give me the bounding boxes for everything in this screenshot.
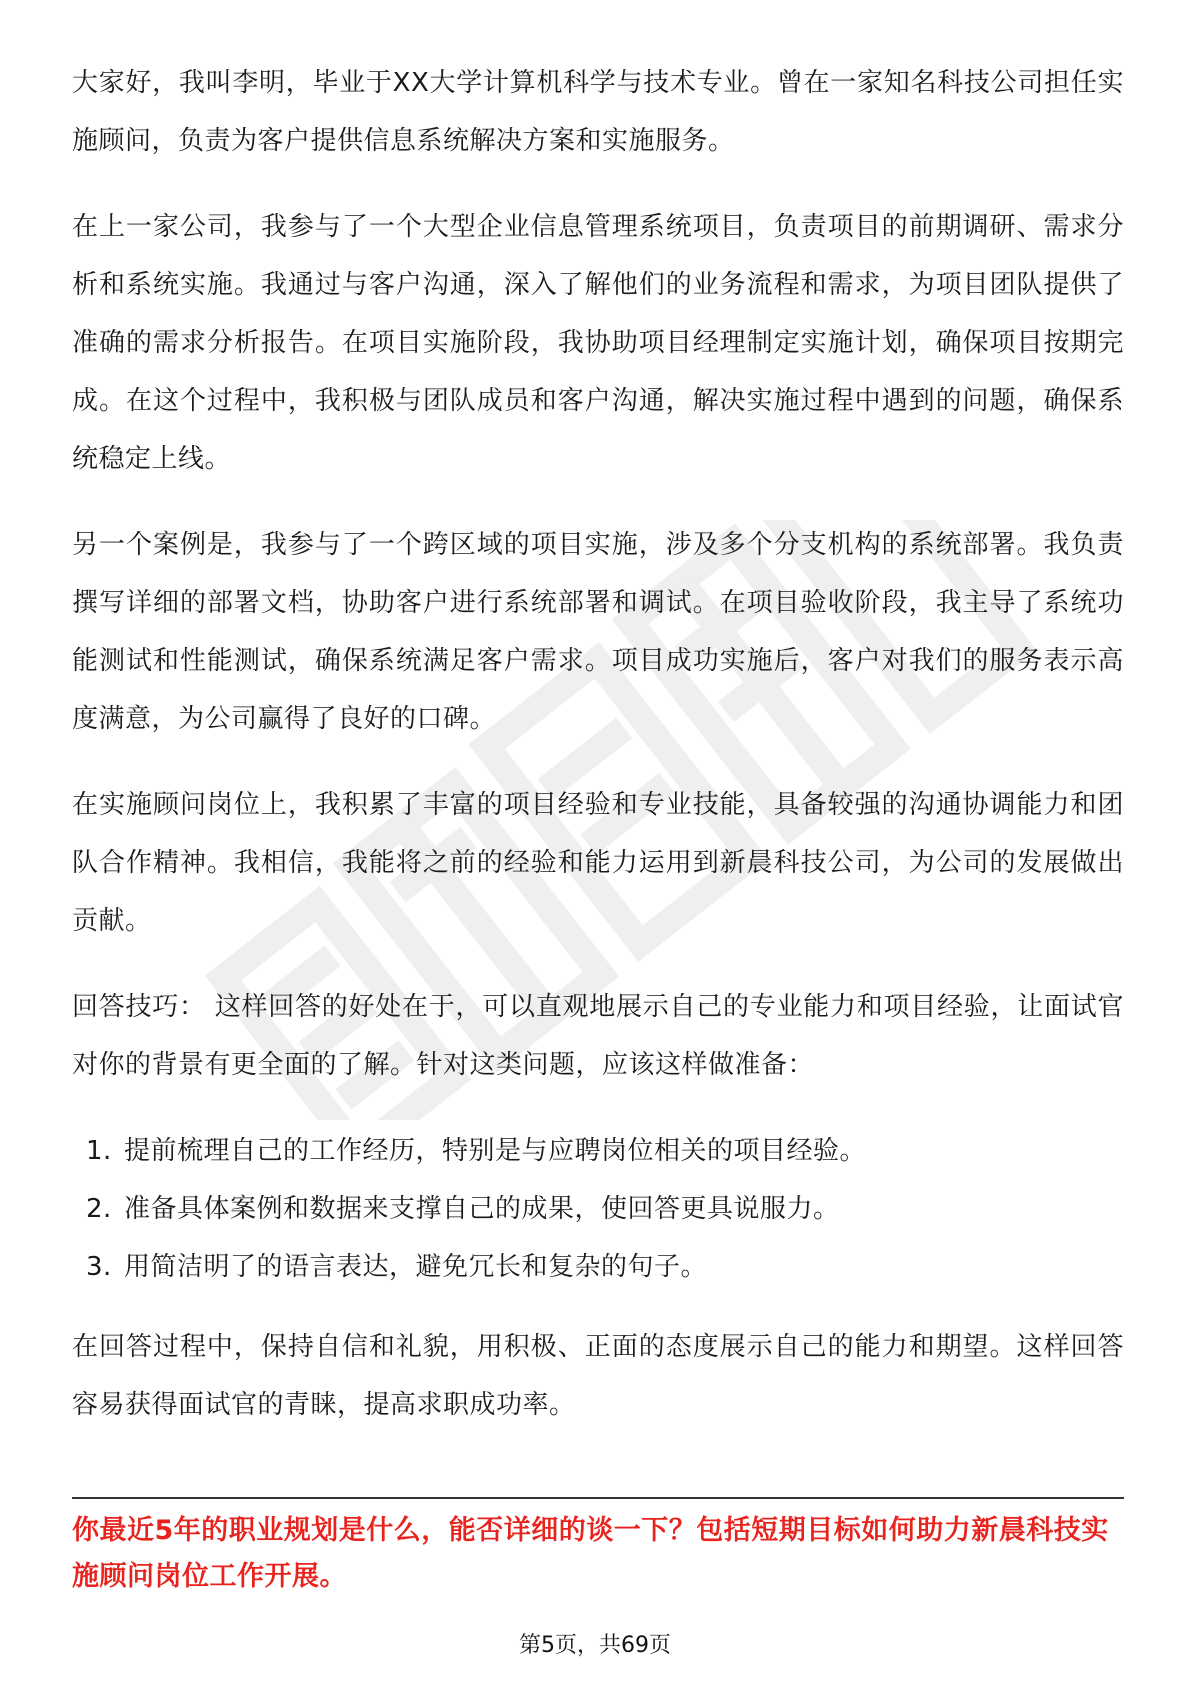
- list-item: [72, 1238, 1124, 1296]
- list-text: 准备具体案例和数据来支撑自己的成果，使回答更具说服力。: [124, 1194, 840, 1224]
- section-divider: [72, 1497, 1124, 1499]
- document-body: [72, 54, 1124, 1462]
- closing-paragraph: 在回答过程中，保持自信和礼貌，用积极、正面的态度展示自己的能力和期望。这样回答容易获得面试官的青睐，提高求职成功率。: [72, 1332, 1124, 1420]
- list-item: [72, 1180, 1124, 1238]
- next-question-heading: 你最近5年的职业规划是什么，能否详细的谈一下？包括短期目标如何助力新晨科技实施顾问岗位工作开展。: [72, 1515, 1109, 1592]
- page-footer: 第5页，共69页: [519, 1633, 671, 1658]
- list-item: [72, 1122, 1124, 1180]
- list-text: 用简洁明了的语言表达，避免冗长和复杂的句子。: [124, 1252, 708, 1282]
- list-number: 1.: [86, 1136, 112, 1166]
- case-one-paragraph: 在上一家公司，我参与了一个大型企业信息管理系统项目，负责项目的前期调研、需求分析和系统实施。我通过与客户沟通，深入了解他们的业务流程和需求，为项目团队提供了准确的需求分析报告。在项目实施阶段，我协助项目经理制定实施计划，确保项目按期完成。在这个过程中，我积极与团队成员和客户沟通，解决实施过程中遇到的问题，确保系统稳定上线。: [72, 212, 1124, 474]
- intro-paragraph: 大家好，我叫李明，毕业于XX大学计算机科学与技术专业。曾在一家知名科技公司担任实施顾问，负责为客户提供信息系统解决方案和实施服务。: [72, 68, 1124, 156]
- answer-tips-paragraph: 回答技巧： 这样回答的好处在于，可以直观地展示自己的专业能力和项目经验，让面试官对你的背景有更全面的了解。针对这类问题，应该这样做准备：: [72, 992, 1124, 1080]
- list-text: 提前梳理自己的工作经历，特别是与应聘岗位相关的项目经验。: [124, 1136, 867, 1166]
- case-two-paragraph: 另一个案例是，我参与了一个跨区域的项目实施，涉及多个分支机构的系统部署。我负责撰写详细的部署文档，协助客户进行系统部署和调试。在项目验收阶段，我主导了系统功能测试和性能测试，确保系统满足客户需求。项目成功实施后，客户对我们的服务表示高度满意，为公司赢得了良好的口碑。: [72, 530, 1124, 734]
- summary-paragraph: 在实施顾问岗位上，我积累了丰富的项目经验和专业技能，具备较强的沟通协调能力和团队合作精神。我相信，我能将之前的经验和能力运用到新晨科技公司，为公司的发展做出贡献。: [72, 790, 1124, 936]
- list-number: 2.: [86, 1194, 112, 1224]
- list-number: 3.: [86, 1252, 112, 1282]
- tips-list: [72, 1122, 1124, 1296]
